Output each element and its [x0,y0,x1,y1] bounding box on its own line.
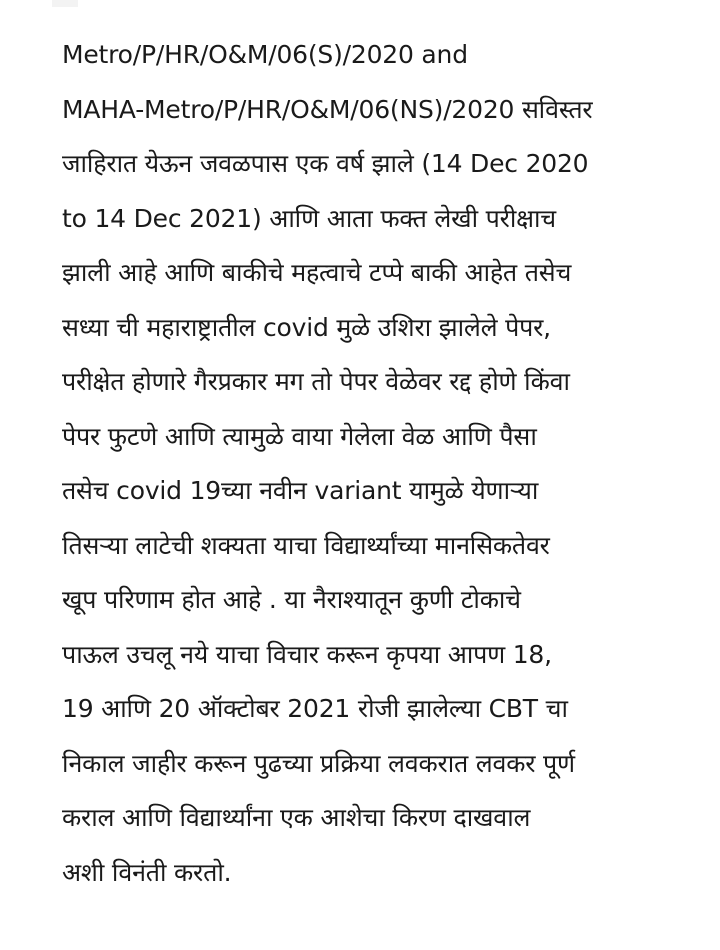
letter-body [62,28,702,900]
text-line: Metro/P/HR/O&M/06(S)/2020 and [62,40,468,69]
text-line: तिसऱ्या लाटेची शक्यता याचा विद्यार्थ्यांच्या मानसिकतेवर [62,530,550,560]
text-line: अशी विनंती करतो. [62,857,232,887]
text-line: झाली आहे आणि बाकीचे महत्वाचे टप्पे बाकी आहेत तसेच [62,258,572,287]
text-line: जाहिरात येऊन जवळपास एक वर्ष झाले (14 Dec 2020 [62,149,589,178]
text-line: सध्या ची महाराष्ट्रातील covid मुळे उशिरा झालेले पेपर, [62,312,551,342]
text-line: to 14 Dec 2021) आणि आता फक्त लेखी परीक्षाच [62,203,556,233]
text-line: पाऊल उचलू नये याचा विचार करून कृपया आपण 18, [62,639,552,669]
text-line: पेपर फुटणे आणि त्यामुळे वाया गेलेला वेळ आणि पैसा [62,421,537,451]
top-edge-mark [52,0,78,7]
text-line: कराल आणि विद्यार्थ्यांना एक आशेचा किरण दाखवाल [62,803,531,832]
text-line: निकाल जाहीर करून पुढच्या प्रक्रिया लवकरात लवकर पूर्ण [62,748,575,778]
text-line: परीक्षेत होणारे गैरप्रकार मग तो पेपर वेळेवर रद्द होणे किंवा [62,367,570,396]
text-line: खूप परिणाम होत आहे . या नैराश्यातून कुणी टोकाचे [62,585,521,614]
text-line: तसेच covid 19च्या नवीन variant यामुळे येणाऱ्या [62,476,539,505]
text-line: MAHA-Metro/P/HR/O&M/06(NS)/2020 सविस्तर [62,94,593,124]
text-line: 19 आणि 20 ऑक्टोबर 2021 रोजी झालेल्या CBT चा [62,694,568,723]
